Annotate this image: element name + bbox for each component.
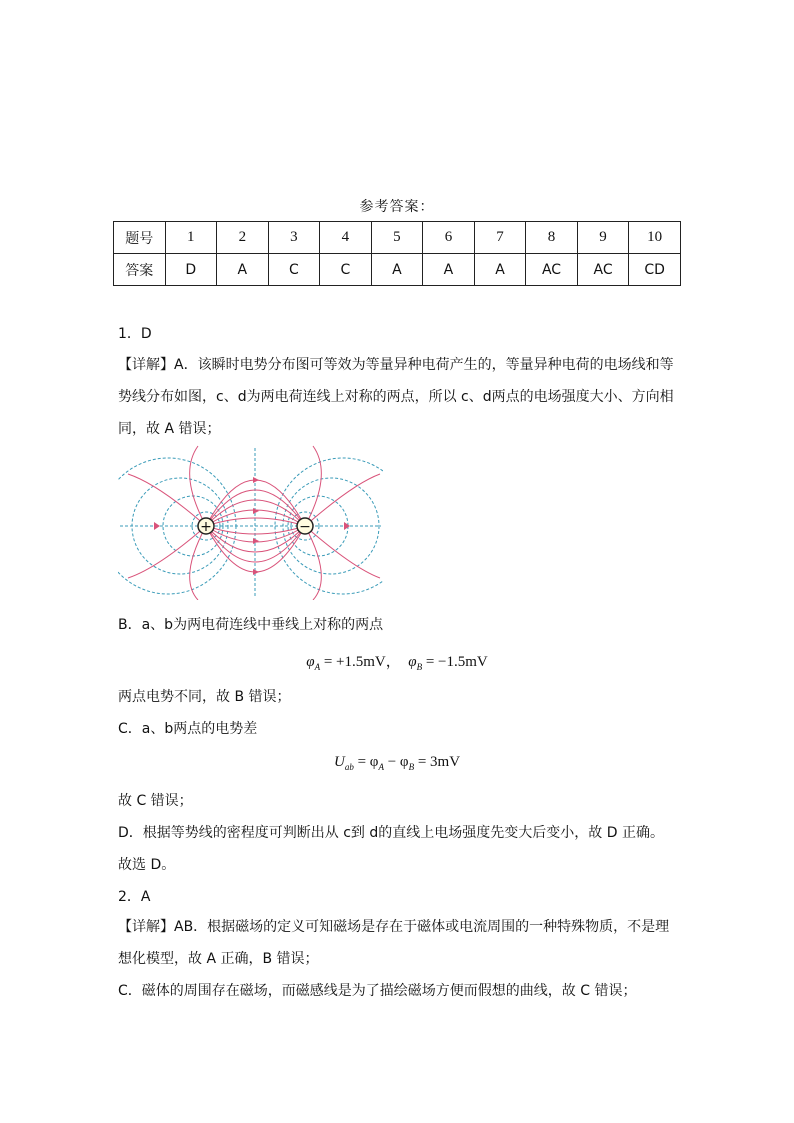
table-header-cell: 答案: [114, 254, 166, 286]
subscript: A: [378, 762, 384, 772]
question-number: 4: [320, 222, 372, 254]
answer-cell: A: [474, 254, 526, 286]
q1-conclusion: 故选 D。: [118, 857, 176, 873]
answer-cell: CD: [629, 254, 681, 286]
q1-paragraph: 势线分布如图，c、d为两电荷连线上对称的两点，所以 c、d两点的电场强度大小、方向相: [118, 389, 674, 405]
question-number: 1: [165, 222, 217, 254]
q1-option-d: D．根据等势线的密程度可判断出从 c到 d的直线上电场强度先变大后变小，故 D 正确。: [118, 825, 664, 841]
q1-paragraph: 【详解】A．该瞬时电势分布图可等效为等量异种电荷产生的，等量异种电荷的电场线和等: [118, 357, 674, 373]
answer-cell: D: [165, 254, 217, 286]
q1-paragraph: 同，故 A 错误；: [118, 421, 221, 437]
question-number: 3: [268, 222, 320, 254]
u-symbol: U: [333, 754, 345, 770]
answer-cell: C: [320, 254, 372, 286]
question-number: 8: [526, 222, 578, 254]
question-number: 7: [474, 222, 526, 254]
q1-paragraph: 故 C 错误；: [118, 793, 193, 809]
table-row: [114, 222, 681, 254]
q1-heading: 1．D: [118, 326, 152, 342]
q1-option-c: C．a、b两点的电势差: [118, 721, 258, 737]
answer-cell: A: [217, 254, 269, 286]
negative-charge-symbol: −: [299, 519, 311, 535]
question-number: 2: [217, 222, 269, 254]
equation-value: = −1.5mV: [422, 654, 488, 670]
question-number: 5: [371, 222, 423, 254]
subscript: ab: [344, 762, 354, 772]
equation-part: = φ: [353, 754, 379, 770]
q1-option-b: B．a、b为两电荷连线中垂线上对称的两点: [118, 617, 384, 633]
answer-cell: AC: [577, 254, 629, 286]
phi-symbol: φ: [408, 654, 417, 670]
question-number: 10: [629, 222, 681, 254]
answer-cell: C: [268, 254, 320, 286]
positive-charge-symbol: +: [200, 519, 212, 535]
q1-paragraph: 两点电势不同，故 B 错误；: [118, 689, 291, 705]
table-row: [114, 254, 681, 286]
subscript: B: [416, 662, 423, 672]
answer-cell: A: [423, 254, 475, 286]
subscript: A: [314, 662, 321, 672]
equation-value: = 3mV: [414, 754, 461, 770]
answer-cell: A: [371, 254, 423, 286]
q2-paragraph: 想化模型，故 A 正确，B 错误；: [118, 951, 319, 967]
question-number: 6: [423, 222, 475, 254]
question-number: 9: [577, 222, 629, 254]
q2-heading: 2．A: [118, 889, 151, 905]
equation-value: = +1.5mV，: [320, 654, 401, 670]
answer-cell: AC: [526, 254, 578, 286]
equation-potentials: [0, 650, 794, 672]
answer-title: 参考答案：: [359, 199, 435, 215]
q2-paragraph: 【详解】AB．根据磁场的定义可知磁场是存在于磁体或电流周围的一种特殊物质，不是理: [118, 919, 670, 935]
q2-paragraph: C．磁体的周围存在磁场，而磁感线是为了描绘磁场方便而假想的曲线，故 C 错误；: [118, 983, 637, 999]
phi-symbol: φ: [306, 654, 315, 670]
equation-potential-difference: [0, 754, 794, 772]
equation-part: − φ: [383, 754, 409, 770]
subscript: B: [408, 762, 415, 772]
answer-table: [113, 221, 681, 286]
field-lines-figure: [118, 444, 383, 600]
table-header-cell: 题号: [114, 222, 166, 254]
